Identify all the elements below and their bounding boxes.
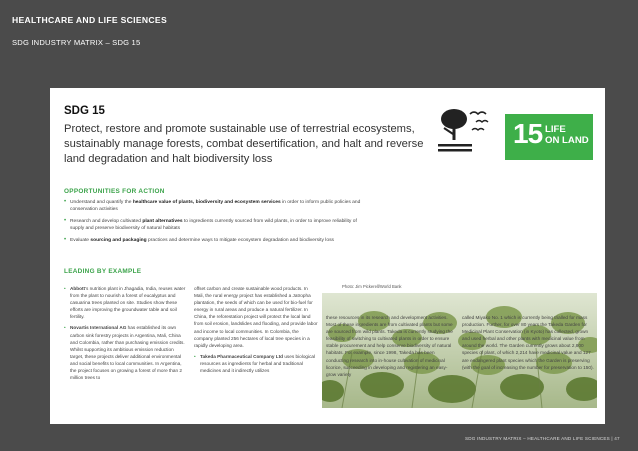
photo-caption: Photo: Jim Pickerell/World Bank bbox=[342, 284, 402, 289]
sdg-15-tile bbox=[505, 114, 593, 160]
page-footer: SDG INDUSTRY MATRIX – HEALTHCARE AND LIFE SCIENCES | 47 bbox=[465, 436, 620, 441]
subsection-title: SDG INDUSTRY MATRIX – SDG 15 bbox=[12, 38, 141, 47]
bullet-icon: • bbox=[64, 218, 67, 224]
example-takeda bbox=[194, 353, 318, 374]
bullet-icon: • bbox=[64, 199, 67, 205]
opp-2-pre: Research and develop cultivated bbox=[70, 219, 143, 224]
opp-1-pre: Understand and quantify the bbox=[70, 200, 133, 205]
opp-1-post: in order to inform public policies and conservation activities bbox=[70, 200, 361, 212]
text-column-1 bbox=[64, 285, 188, 381]
bullet-icon: • bbox=[64, 325, 66, 331]
text-column-3: these resources in its research and development activities. Most of these ingredients are from cultivated plants but some are sourced from wild plants. Takeda is currently studying the feasibility of switching to cultivated plants in order to ensure stable procurement and help conserve biodiversity of natural habitats. For example, since 1998, Takeda has been conducting research into in-house cultivation of medicinal licorice, succeeding in developing and registering an easy-grow variety bbox=[326, 315, 453, 377]
opportunity-item bbox=[64, 237, 364, 244]
text-column-2 bbox=[194, 285, 318, 374]
sdg-number-label: SDG 15 bbox=[64, 105, 105, 117]
tile-number: 15 bbox=[513, 118, 543, 149]
opp-3-bold: sourcing and packaging bbox=[90, 238, 147, 243]
tile-label bbox=[545, 124, 589, 146]
novartis-text-cont: offset carbon and create sustainable wood products. In Mali, the rural energy project has established a Jatropha plantation, the seeds of which can be used for bio-fuel for energy in rural areas and produce a natural fertilizer. In China, the reforestation project will protect the local land from soil erosion, landslides and flooding, and provide labor and income to local communities. In Colombia, the company planted 256 hectares of local tree species in a rapidly developing area. bbox=[194, 286, 318, 348]
opp-2-bold: plant alternatives bbox=[142, 219, 183, 224]
novartis-text: has established its own carbon sink forestry projects in Argentina, Mali, China and Colombia, rather than purchasing emission credits. Whilst supporting its ambitious emission reduction target, these projects deliver additional environmental and social benefits to local communities. In Argentina, the project focuses on growing a forest of more than 2 million trees to bbox=[70, 325, 185, 381]
example-abbott bbox=[64, 285, 188, 320]
abbott-text: 's nutrition plant in Jhagadia, India, reuses water from the plant to nourish a forest of eucalyptus and casuarina trees planted on site. Studies show these efforts are improving the groundwater table and soil fertility. bbox=[70, 286, 186, 320]
bullet-icon: • bbox=[194, 353, 196, 359]
opp-1-bold: healthcare value of plants, biodiversity and ecosystem services bbox=[132, 200, 281, 205]
tree-birds-icon bbox=[434, 106, 496, 158]
opp-2-post: to ingredients currently sourced from wild plants, in order to improve reliability of supply and preserve biodiversity of natural habitats bbox=[70, 219, 357, 231]
bullet-icon: • bbox=[64, 286, 66, 291]
bullet-icon: • bbox=[64, 237, 67, 243]
novartis-name: Novartis International AG bbox=[70, 325, 127, 331]
takeda-name: Takeda Pharmaceutical Company Ltd bbox=[200, 353, 284, 359]
opportunity-item bbox=[64, 199, 364, 213]
opportunity-item bbox=[64, 218, 364, 232]
opp-3-pre: Evaluate bbox=[70, 238, 91, 243]
sdg-title: Protect, restore and promote sustainable use of terrestrial ecosystems, sustainably manage forests, combat desertification, and halt and reverse land degradation and halt biodiversity loss bbox=[64, 123, 424, 165]
example-novartis bbox=[64, 324, 188, 381]
section-title: HEALTHCARE AND LIFE SCIENCES bbox=[12, 15, 167, 25]
opp-3-post: practices and determine ways to mitigate ecosystem degradation and biodiversity loss bbox=[146, 238, 334, 243]
abbott-name: Abbott bbox=[70, 286, 86, 291]
tile-label-line1: LIFE bbox=[545, 124, 566, 135]
content-card bbox=[50, 88, 605, 424]
takeda-text: uses biological resources as ingredients for herbal and traditional medicines and it indirectly utilizes bbox=[200, 353, 316, 374]
tile-label-line2: ON LAND bbox=[545, 135, 589, 146]
text-column-4: called Miyako No. 1 which is currently being trialled for mass production. Further, for over 80 years the Takeda Garden for Medicinal Plant Conservation (in Kyoto) has collected, grown and used herbal and other plants with medicinal value from around the world. The Garden currently grows about 2,800 species of plant, of which 2,214 have medicinal value and 127 are endangered plant species which the Garden is preserving (with the goal of increasing the number for preservation to 150). bbox=[462, 315, 594, 370]
leading-heading: LEADING BY EXAMPLE bbox=[64, 268, 142, 275]
opportunities-heading: OPPORTUNITIES FOR ACTION bbox=[64, 188, 165, 195]
